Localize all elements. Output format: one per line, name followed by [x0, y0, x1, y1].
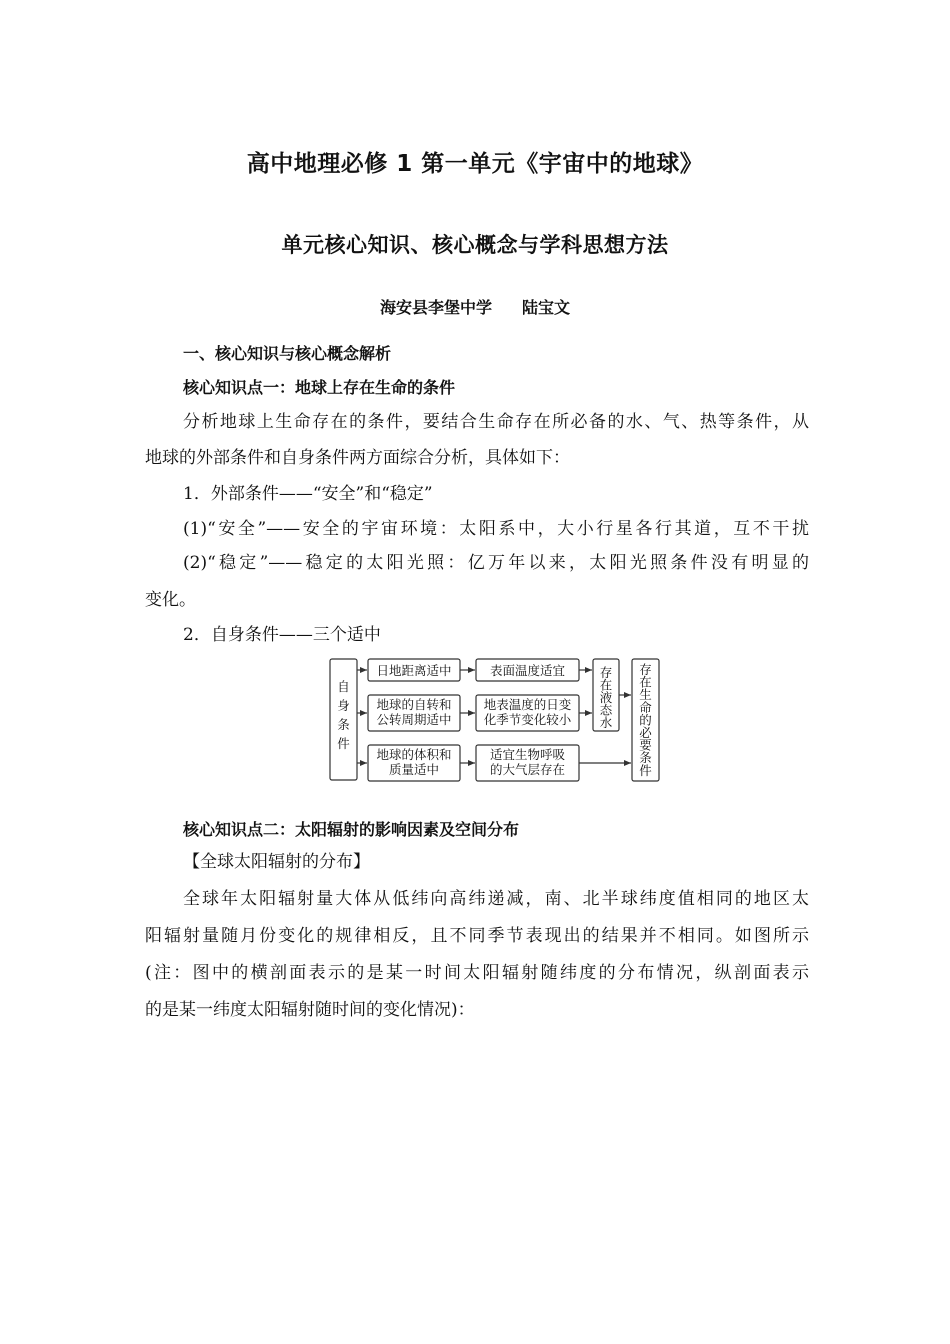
- effect-label-surface-temperature: 表面温度适宜: [489, 663, 566, 678]
- point1-intro-line2: 地球的外部条件和自身条件两方面综合分析，具体如下：: [145, 448, 570, 468]
- life-necessary-conditions-label: 存: [639, 662, 652, 677]
- life-necessary-conditions-label: 的: [639, 712, 652, 728]
- self-conditions-label: 条: [337, 717, 350, 732]
- life-necessary-conditions-label: 命: [639, 699, 652, 715]
- solar-radiation-distribution-title: 【全球太阳辐射的分布】: [183, 852, 370, 872]
- effect-label-temperature-variation: 地表温度的日变: [483, 697, 572, 712]
- effect-label-temperature-variation: 化季节变化较小: [483, 712, 572, 727]
- point2-para-line4: 的是某一纬度太阳辐射随时间的变化情况)：: [145, 1000, 475, 1020]
- effect-label-atmosphere: 适宜生物呼吸: [489, 747, 566, 762]
- self-conditions-label: 身: [337, 698, 350, 713]
- document-subtitle: 单元核心知识、核心概念与学科思想方法: [281, 233, 669, 257]
- point2-para-line1: 全球年太阳辐射量大体从低纬向高纬递减，南、北半球纬度值相同的地区太: [183, 889, 809, 909]
- cause-label-volume-mass: 地球的体积和: [376, 747, 452, 762]
- liquid-water-label: 水: [599, 715, 613, 730]
- external-conditions-title: 1．外部条件——“安全”和“稳定”: [183, 484, 433, 504]
- life-necessary-conditions-label: 必: [639, 725, 652, 740]
- life-necessary-conditions-label: 生: [639, 687, 652, 703]
- cause-label-rotation-revolution: 地球的自转和: [376, 697, 452, 712]
- point1-heading: 核心知识点一：地球上存在生命的条件: [183, 378, 456, 397]
- liquid-water-label: 态: [599, 702, 613, 718]
- cause-label-sun-earth-distance: 日地距离适中: [376, 663, 452, 678]
- life-necessary-conditions-label: 要: [639, 737, 652, 753]
- document-title: 高中地理必修 1 第一单元《宇宙中的地球》: [246, 151, 704, 177]
- section-heading: 一、核心知识与核心概念解析: [183, 344, 392, 363]
- author-name: 陆宝文: [522, 298, 571, 317]
- life-necessary-conditions-label: 在: [639, 674, 652, 690]
- external-item-safety: (1)“安全”——安全的宇宙环境：太阳系中，大小行星各行其道，互不干扰: [183, 519, 809, 539]
- diagram-labels: [337, 662, 652, 778]
- point2-para-line2: 阳辐射量随月份变化的规律相反，且不同季节表现出的结果并不相同。如图所示: [145, 926, 809, 946]
- liquid-water-label: 液: [599, 690, 613, 705]
- liquid-water-label: 在: [599, 677, 613, 693]
- self-conditions-label: 件: [337, 736, 350, 751]
- point2-heading: 核心知识点二：太阳辐射的影响因素及空间分布: [183, 820, 520, 839]
- point2-para-line3: (注：图中的横剖面表示的是某一时间太阳辐射随纬度的分布情况，纵剖面表示: [145, 963, 809, 983]
- effect-label-atmosphere: 的大气层存在: [489, 762, 566, 777]
- internal-conditions-title: 2．自身条件——三个适中: [183, 625, 381, 645]
- point1-intro-line1: 分析地球上生命存在的条件，要结合生命存在所必备的水、气、热等条件，从: [183, 412, 809, 432]
- life-necessary-conditions-label: 件: [639, 762, 652, 778]
- cause-label-volume-mass: 质量适中: [388, 762, 440, 777]
- author-school: 海安县李堡中学: [379, 298, 492, 317]
- life-necessary-conditions-label: 条: [639, 750, 652, 766]
- self-conditions-label: 自: [337, 679, 350, 694]
- liquid-water-label: 存: [599, 665, 613, 680]
- external-item-stability-line2: 变化。: [145, 590, 196, 610]
- cause-label-rotation-revolution: 公转周期适中: [376, 712, 452, 727]
- external-item-stability-line1: (2)“稳定”——稳定的太阳光照：亿万年以来，太阳光照条件没有明显的: [183, 553, 809, 573]
